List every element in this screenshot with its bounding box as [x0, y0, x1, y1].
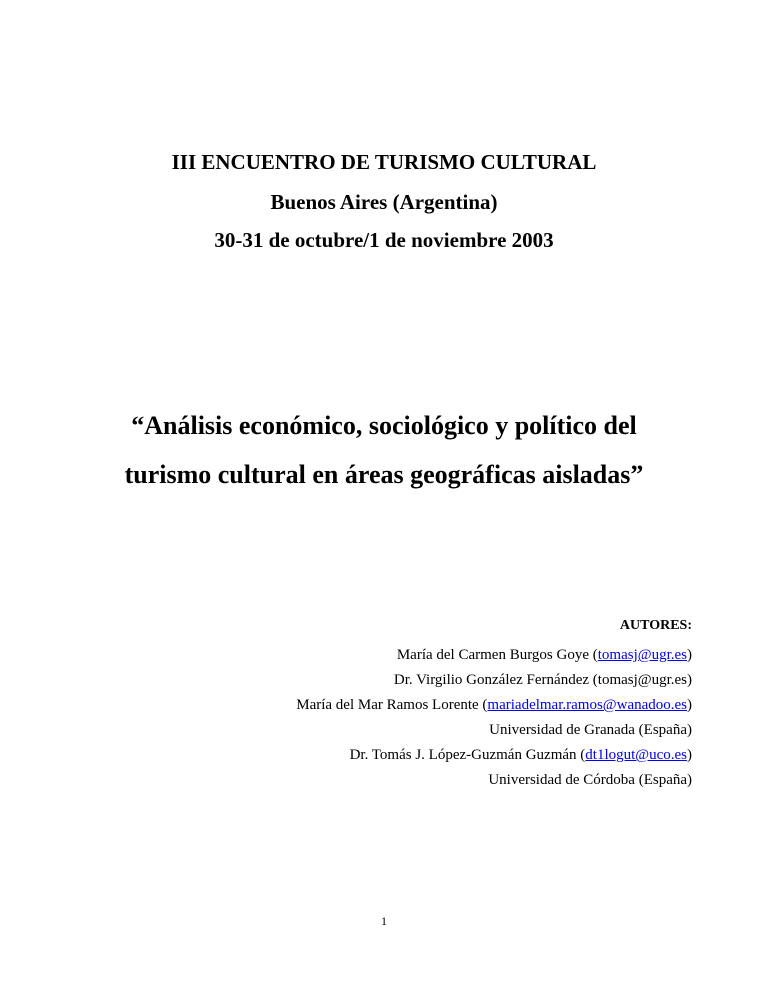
paper-title-line-1: “Análisis económico, sociológico y político del — [131, 411, 637, 440]
author-name: María del Mar Ramos Lorente ( — [296, 697, 488, 713]
author-line-5 — [296, 745, 692, 765]
author-name: María del Carmen Burgos Goye ( — [396, 647, 598, 663]
page-number: 1 — [381, 914, 387, 928]
author-line-1 — [296, 645, 692, 665]
author-line-3 — [296, 695, 692, 715]
author-name: Dr. Tomás J. López-Guzmán Guzmán ( — [349, 747, 586, 763]
author-close-paren: ) — [687, 647, 692, 663]
author-close-paren: ) — [687, 697, 692, 713]
event-title: III ENCUENTRO DE TURISMO CULTURAL — [171, 150, 597, 174]
author-affiliation-granada: Universidad de Granada (España) — [489, 722, 692, 738]
authors-block — [296, 616, 692, 795]
event-place: Buenos Aires (Argentina) — [270, 190, 498, 214]
authors-heading: AUTORES: — [619, 618, 692, 633]
author-email-link[interactable]: dt1logut@uco.es — [585, 747, 687, 763]
event-dates: 30-31 de octubre/1 de noviembre 2003 — [214, 228, 554, 252]
paper-title-line-2: turismo cultural en áreas geográficas aisladas” — [124, 460, 644, 489]
author-email-link[interactable]: tomasj@ugr.es — [597, 647, 687, 663]
author-close-paren: ) — [687, 747, 692, 763]
author-affiliation-cordoba: Universidad de Córdoba (España) — [488, 772, 692, 788]
author-line-2: Dr. Virgilio González Fernández (tomasj@ugr.es) — [393, 672, 692, 688]
author-email-link[interactable]: mariadelmar.ramos@wanadoo.es — [487, 697, 687, 713]
